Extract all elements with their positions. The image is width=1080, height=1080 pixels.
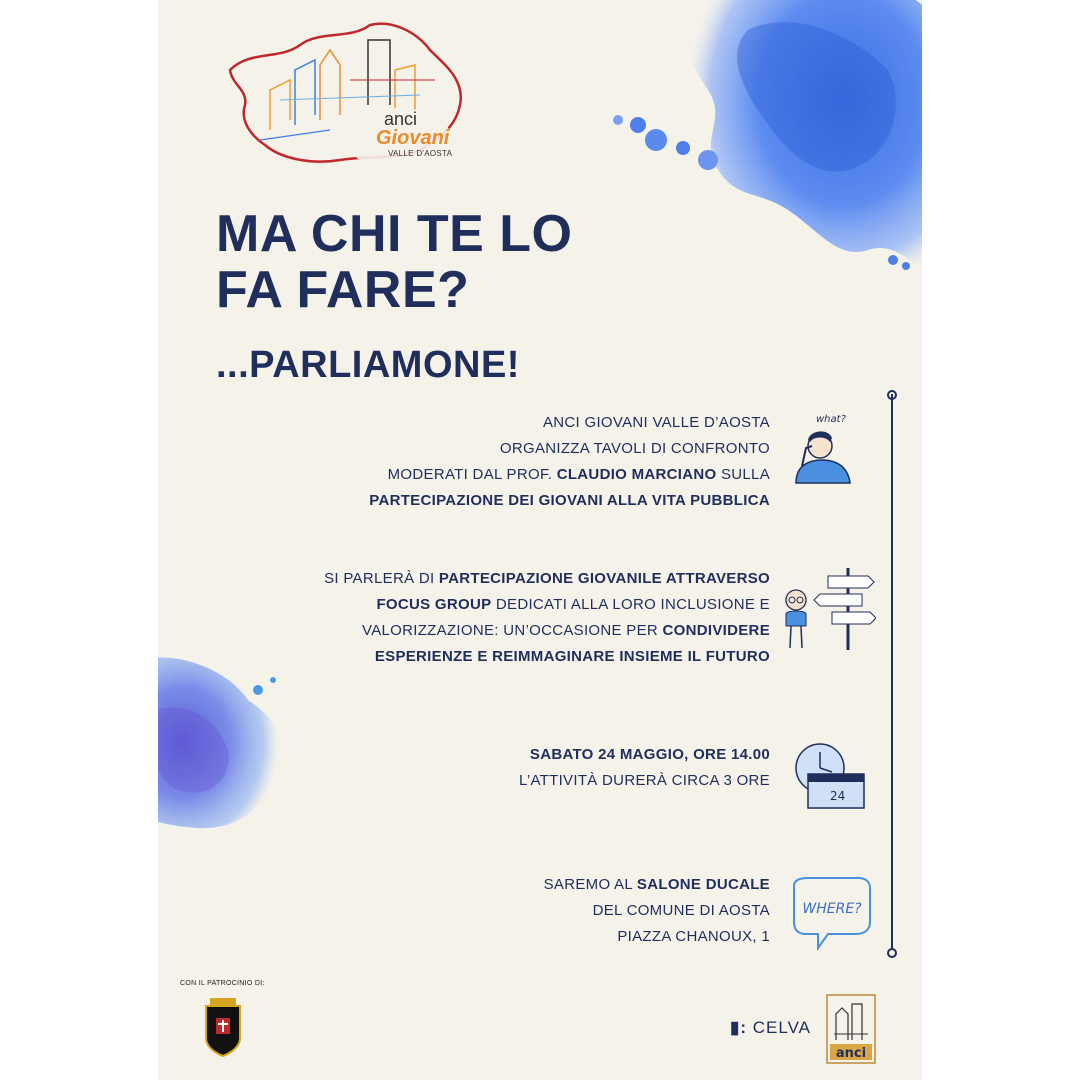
title-line-2: FA FARE? (216, 261, 470, 319)
logo-giovani-text: Giovani (376, 127, 450, 149)
logo-anci-text: anci (384, 109, 418, 129)
section-location (544, 872, 770, 950)
page-subtitle: ...PARLIAMONE! (216, 344, 520, 386)
section1-line4: PARTECIPAZIONE DEI GIOVANI ALLA VITA PUBBLICA (369, 492, 770, 509)
clock-calendar-icon (794, 742, 868, 812)
section4-line3: PIAZZA CHANOUX, 1 (617, 928, 770, 945)
section1-line2: ORGANIZZA TAVOLI DI CONFRONTO (499, 440, 770, 457)
where-label: WHERE? (802, 901, 862, 917)
what-label: what? (816, 414, 846, 425)
section2-line4: ESPERIENZE E REIMMAGINARE INSIEME IL FUTURO (374, 648, 770, 665)
title-line-1: MA CHI TE LO (216, 205, 573, 263)
section2-line3: VALORIZZAZIONE: UN’OCCASIONE PER CONDIVIDERE (362, 622, 770, 639)
logo-wordmark (360, 110, 470, 172)
section1-line1: ANCI GIOVANI VALLE D’AOSTA (542, 414, 770, 431)
section3-line1: SABATO 24 MAGGIO, ORE 14.00 (529, 746, 770, 763)
aosta-city-crest-icon (200, 994, 246, 1060)
section-topic (324, 566, 770, 670)
section4-line1: SAREMO AL SALONE DUCALE (543, 876, 770, 893)
celva-mark: ▮: (730, 1018, 748, 1037)
section3-line2: L’ATTIVITÀ DURERÀ CIRCA 3 ORE (519, 772, 770, 789)
logo-region-text: VALLE D'AOSTA (388, 149, 453, 158)
anci-badge-logo (826, 994, 876, 1064)
patrocinio-label: CON IL PATROCINIO DI: (180, 980, 265, 987)
section-organizer (369, 410, 770, 514)
anci-giovani-logo (220, 10, 470, 170)
page-title (216, 206, 636, 318)
signpost-boy-icon (776, 566, 876, 652)
timeline-line (891, 394, 893, 952)
where-speech-bubble-icon (788, 876, 872, 952)
thinking-man-icon (788, 408, 868, 488)
poster (158, 0, 922, 1080)
watercolor-splash-top-right (588, 0, 922, 290)
watercolor-splash-left (158, 650, 308, 850)
section4-line2: DEL COMUNE DI AOSTA (592, 902, 770, 919)
celva-logo (730, 1018, 811, 1038)
timeline-end-dot (887, 948, 897, 958)
section2-line2: FOCUS GROUP DEDICATI ALLA LORO INCLUSIONE E (376, 596, 770, 613)
calendar-day-label: 24 (830, 789, 846, 803)
section1-line3: MODERATI DAL PROF. CLAUDIO MARCIANO SULLA (387, 466, 770, 483)
celva-text: CELVA (752, 1018, 811, 1037)
section-date (519, 742, 770, 794)
section2-line1: SI PARLERÀ DI PARTECIPAZIONE GIOVANILE ATTRAVERSO (324, 570, 770, 587)
anci-badge-text: anci (835, 1046, 867, 1061)
